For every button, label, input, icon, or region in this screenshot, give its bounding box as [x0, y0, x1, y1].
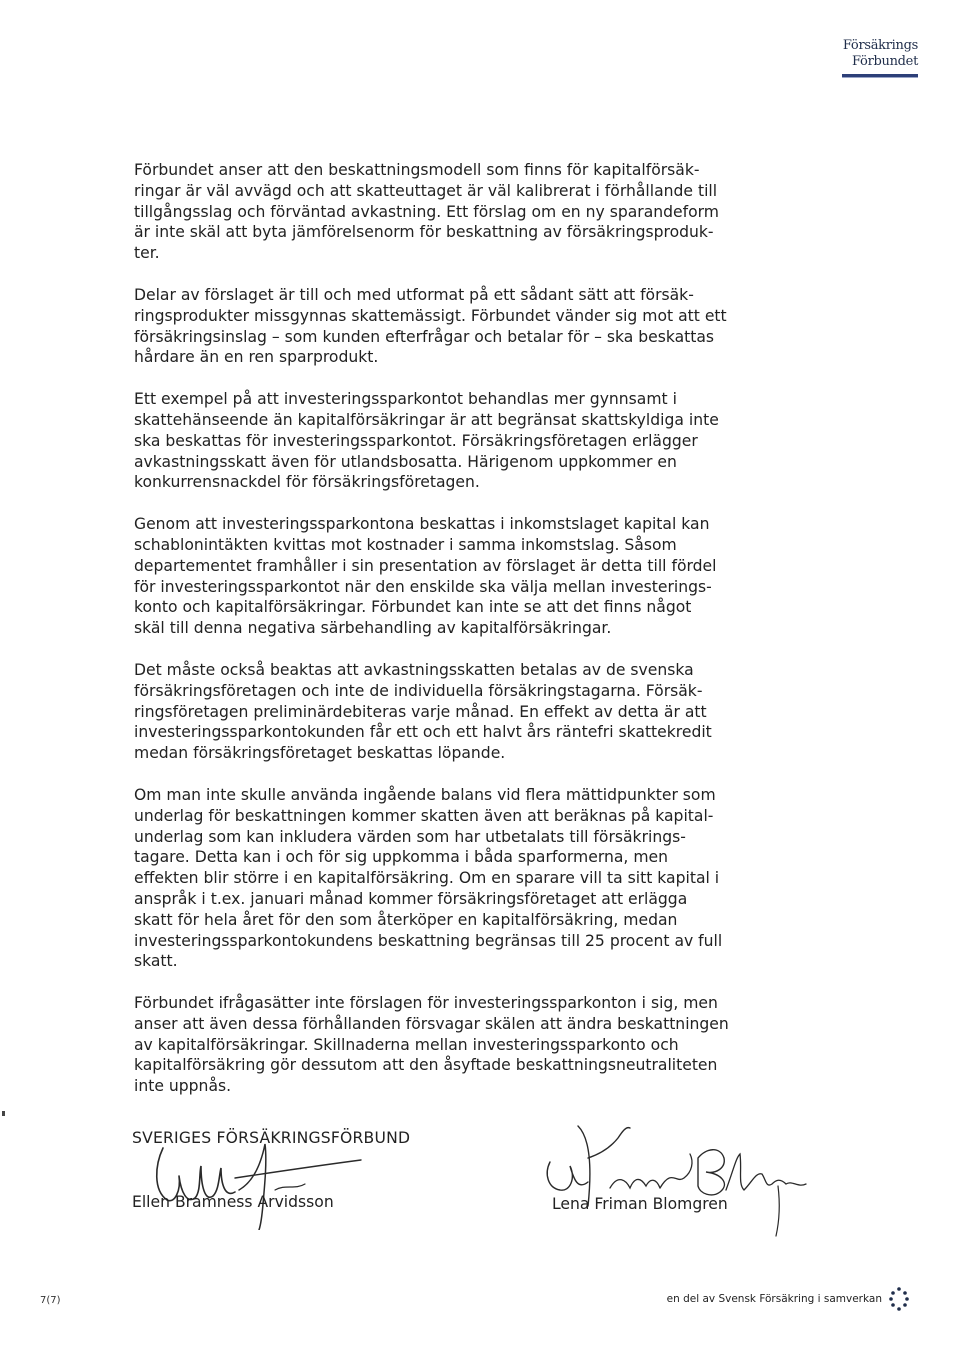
footer-tagline: en del av Svensk Försäkring i samverkan — [666, 1293, 882, 1305]
paragraph: Det måste också beaktas att avkastningsskatten betalas av de svenska försäkringsföretagen och inte de individuella försäkringstagarna. Försäk- ringsföretagen preliminärdebiteras varje månad. En effekt av detta är att investeringssparkontokunden får ett och ett halvt års räntefri skattekredit medan försäkringsföretaget beskattas löpande. — [134, 660, 712, 763]
paragraph: Förbundet ifrågasätter inte förslagen för investeringssparkonton i sig, men anser att även dessa förhållanden försvagar skälen att ändra beskattningen av kapitalförsäkringar. Skillnaderna mellan investeringssparkonto och kapitalförsäkring gör dessutom att den åsyftade beskattningsneutraliteten inte uppnås. — [134, 994, 729, 1096]
dots-logo-icon — [888, 1286, 910, 1312]
signature-left — [135, 1120, 375, 1230]
page-number: 7(7) — [40, 1295, 61, 1306]
logo-line-1: Försäkrings — [842, 38, 918, 53]
scan-mark — [2, 1111, 5, 1116]
paragraph: Delar av förslaget är till och med utformat på ett sådant sätt att försäk- ringsprodukter missgynnas skattemässigt. Förbundet vänder sig mot att ett försäkringsinslag – som kunden efterfrågar och betalar för – ska beskattas hårdare än en ren sparprodukt. — [134, 285, 727, 367]
signer-name-right: Lena Friman Blomgren — [552, 1195, 728, 1213]
company-logo — [842, 38, 918, 78]
paragraph: Om man inte skulle använda ingående balans vid flera mättidpunkter som underlag för beskattningen kommer skatten även att beräknas på kapital- underlag som kan inkludera värden som har utbetalats till försäkrings- tagare. Detta kan i och för sig uppkomma i båda sparformerna, men effekten blir större i en kapitalförsäkring. Om en sparare vill ta sitt kapital i anspråk i t.ex. januari månad kommer försäkringsföretaget att erlägga skatt för hela året för den som återköper en kapitalförsäkring, medan investeringssparkontokundens beskattning begränsas till 25 procent av full skatt. — [134, 785, 723, 971]
logo-underline — [842, 74, 918, 78]
signer-name-left: Ellen Bramness Arvidsson — [132, 1193, 334, 1211]
organization-name: SVERIGES FÖRSÄKRINGSFÖRBUND — [132, 1129, 411, 1147]
paragraph: Förbundet anser att den beskattningsmodell som finns för kapitalförsäk- ringar är väl avvägd och att skatteuttaget är väl kalibrerat i förhållande till tillgångsslag och förväntad avkastning. Ett förslag om en ny sparandeform är inte skäl att byta jämförelsenorm för beskattning av försäkringsproduk- ter. — [134, 161, 719, 263]
logo-line-2: Förbundet — [852, 54, 918, 69]
signature-right — [530, 1118, 830, 1243]
paragraph: Genom att investeringssparkontona beskattas i inkomstslaget kapital kan schablonintäkten kvittas mot kostnader i samma inkomstslag. Såsom departementet framhåller i sin presentation av förslaget är detta till fördel för investeringssparkontot när den enskilde ska välja mellan investerings- konto och kapitalförsäkringar. Förbundet kan inte se att det finns något skäl till denna negativa särbehandling av kapitalförsäkringar. — [134, 515, 717, 638]
letter-body — [134, 160, 774, 1118]
paragraph: Ett exempel på att investeringssparkontot behandlas mer gynnsamt i skattehänseende än kapitalförsäkringar är att begränsat skattskyldiga inte ska beskattas för investeringssparkontot. Försäkringsföretagen erlägger avkastningsskatt även för utlandsbosatta. Härigenom uppkommer en konkurrensnackdel för försäkringsföretagen. — [134, 390, 719, 492]
